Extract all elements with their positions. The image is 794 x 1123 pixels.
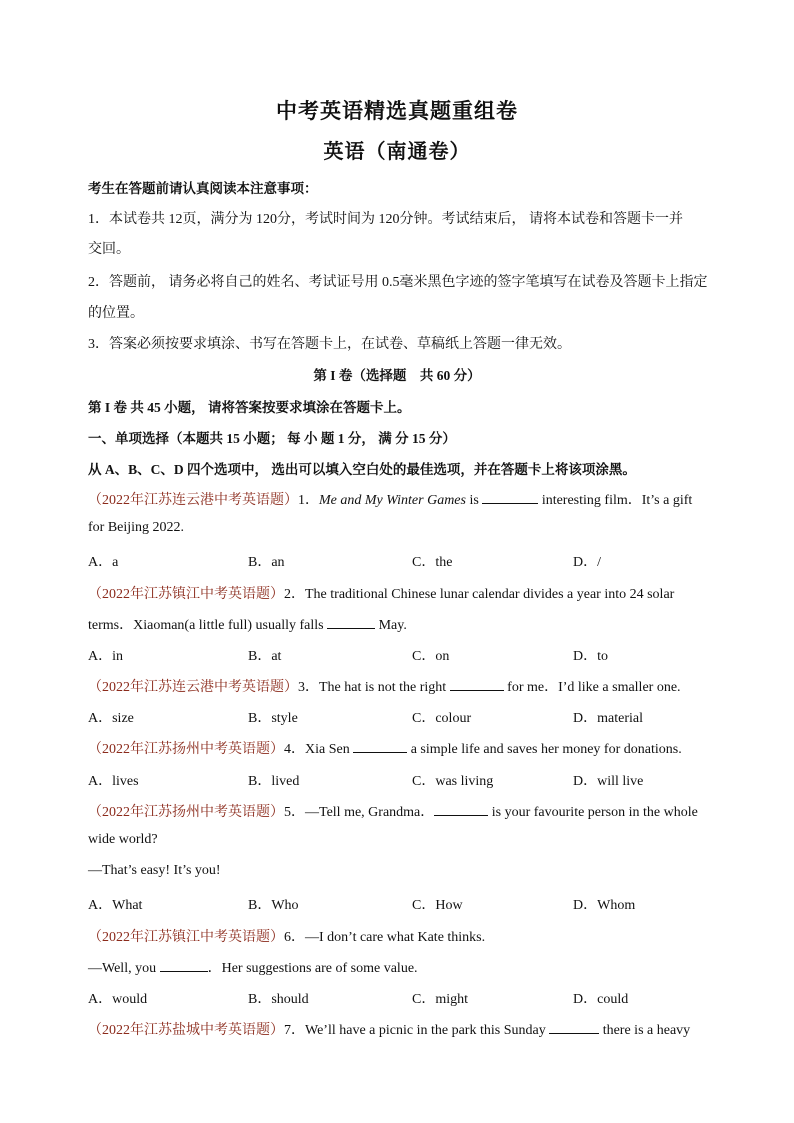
question-source: （2022年江苏连云港中考英语题） (88, 493, 298, 508)
option-a[interactable]: A．would (88, 992, 148, 1007)
question-source: （2022年江苏扬州中考英语题） (88, 742, 284, 757)
option-c[interactable]: C．was living (412, 774, 494, 789)
answer-blank (160, 959, 208, 972)
option-d[interactable]: D．could (573, 992, 629, 1007)
option-d[interactable]: D．Whom (573, 898, 636, 913)
question-number: 3． (298, 680, 319, 695)
notice-item-3: 3．答案必须按要求填涂、书写在答题卡上，在试卷、草稿纸上答题一律无效。 (88, 337, 571, 352)
option-a[interactable]: A．a (88, 555, 119, 570)
option-b[interactable]: B．at (248, 649, 282, 664)
option-c[interactable]: C．colour (412, 711, 472, 726)
option-d[interactable]: D．/ (573, 555, 601, 570)
answer-blank (549, 1021, 599, 1034)
option-d[interactable]: D．material (573, 711, 643, 726)
question-source: （2022年江苏连云港中考英语题） (88, 680, 298, 695)
option-a[interactable]: A．lives (88, 774, 139, 789)
option-b[interactable]: B．Who (248, 898, 299, 913)
question-5: （2022年江苏扬州中考英语题）5．—Tell me, Grandma． is your favourite person in the whole (88, 805, 698, 820)
question-3: （2022年江苏连云港中考英语题）3．The hat is not the right for me．I’d like a smaller one. (88, 680, 681, 695)
question-source: （2022年江苏盐城中考英语题） (88, 1023, 284, 1038)
option-c[interactable]: C．How (412, 898, 463, 913)
notice-heading: 考生在答题前请认真阅读本注意事项： (88, 181, 318, 196)
page-subtitle: 英语（南通卷） (323, 141, 471, 163)
part-title: 第 I 卷（选择题 共 60 分） (313, 368, 481, 383)
question-6: （2022年江苏镇江中考英语题）6．—I don’t care what Kate thinks. (88, 930, 486, 945)
option-c[interactable]: C．on (412, 649, 450, 664)
answer-blank (482, 491, 538, 504)
option-b[interactable]: B．an (248, 555, 285, 570)
option-b[interactable]: B．should (248, 992, 309, 1007)
question-number: 6． (284, 930, 305, 945)
question-number: 7． (284, 1023, 305, 1038)
question-7: （2022年江苏盐城中考英语题）7．We’ll have a picnic in the park this Sunday there is a heavy (88, 1023, 691, 1038)
question-6-line-2: —Well, you ．Her suggestions are of some value. (88, 961, 418, 976)
question-number: 2． (284, 587, 305, 602)
part-note: 第 I 卷 共 45 小题， 请将答案按要求填涂在答题卡上。 (88, 400, 411, 415)
notice-item-2-line-2: 的位置。 (88, 306, 144, 321)
section-instruction: 从 A、B、C、D 四个选项中， 选出可以填入空白处的最佳选项，并在答题卡上将该项涂黑。 (88, 462, 636, 477)
question-number: 1． (298, 493, 319, 508)
notice-item-2-line-1: 2．答题前， 请务必将自己的姓名、考试证号用 0.5毫米黑色字迹的签字笔填写在试卷及答题卡上指定 (88, 275, 708, 290)
option-a[interactable]: A．size (88, 711, 134, 726)
page-title: 中考英语精选真题重组卷 (276, 99, 518, 123)
answer-blank (434, 803, 488, 816)
question-number: 5． (284, 805, 305, 820)
question-1-line-2: for Beijing 2022. (88, 520, 185, 535)
question-2: （2022年江苏镇江中考英语题）2．The traditional Chinese lunar calendar divides a year into 24 solar (88, 587, 675, 602)
option-b[interactable]: B．lived (248, 774, 300, 789)
notice-item-1-line-1: 1．本试卷共 12页，满分为 120分，考试时间为 120分钟。考试结束后， 请将本试卷和答题卡一并 (88, 212, 683, 227)
answer-blank (327, 616, 375, 629)
notice-item-1-line-2: 交回。 (88, 242, 130, 257)
question-5-line-2: wide world? (88, 832, 158, 847)
option-c[interactable]: C．the (412, 555, 453, 570)
question-source: （2022年江苏镇江中考英语题） (88, 930, 284, 945)
option-c[interactable]: C．might (412, 992, 469, 1007)
answer-blank (353, 740, 407, 753)
answer-blank (450, 678, 504, 691)
question-4: （2022年江苏扬州中考英语题）4．Xia Sen a simple life and saves her money for donations. (88, 742, 682, 757)
question-1: （2022年江苏连云港中考英语题）1．Me and My Winter Games is interesting film．It’s a gift (88, 493, 693, 508)
question-2-line-2: terms．Xiaoman(a little full) usually falls May. (88, 618, 407, 633)
option-a[interactable]: A．in (88, 649, 123, 664)
question-source: （2022年江苏扬州中考英语题） (88, 805, 284, 820)
section-heading: 一、单项选择（本题共 15 小题； 每 小 题 1 分， 满 分 15 分） (88, 431, 456, 446)
question-5-line-3: —That’s easy! It’s you! (88, 863, 221, 878)
option-d[interactable]: D．to (573, 649, 608, 664)
option-b[interactable]: B．style (248, 711, 298, 726)
question-source: （2022年江苏镇江中考英语题） (88, 587, 284, 602)
option-d[interactable]: D．will live (573, 774, 644, 789)
film-title: Me and My Winter Games (319, 493, 466, 508)
question-number: 4． (284, 742, 305, 757)
option-a[interactable]: A．What (88, 898, 143, 913)
